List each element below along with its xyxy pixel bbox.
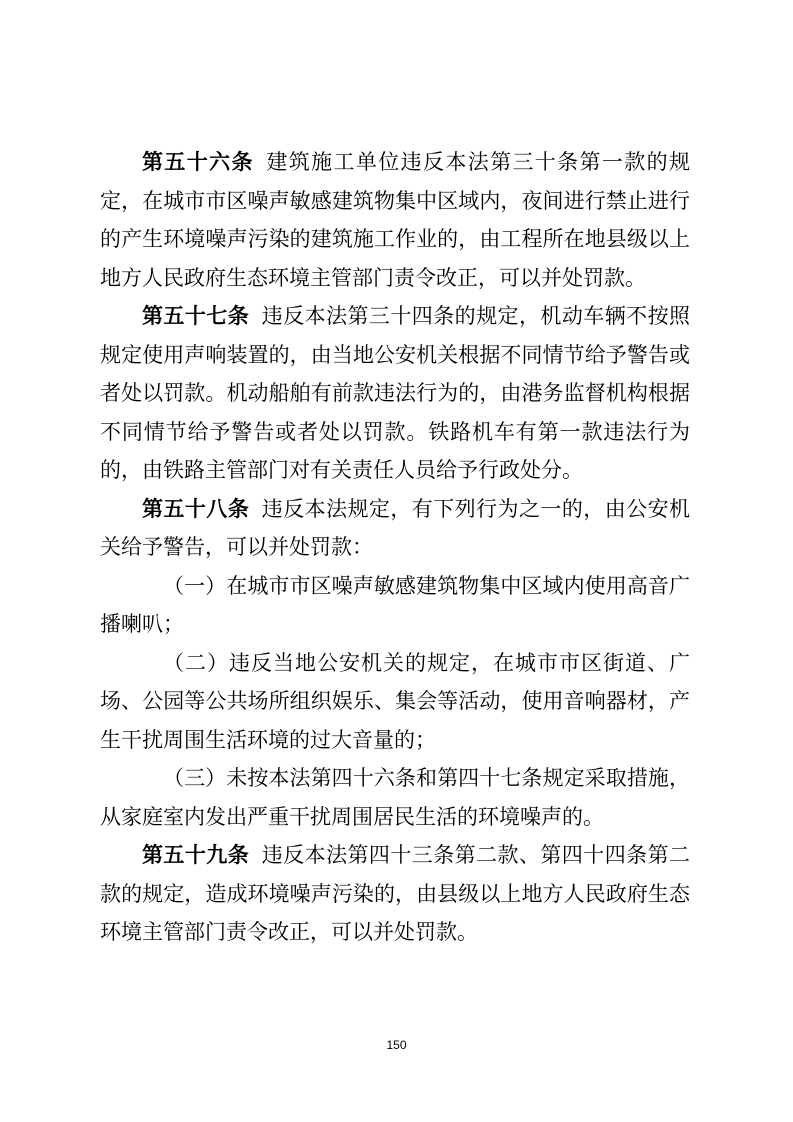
article-text: 建筑施工单位违反本法第三十条第一款的规定，在城市市区噪声敏感建筑物集中区域内，夜间进行禁止进行的产生环境噪声污染的建筑施工作业的，由工程所在地县级以上地方人民政府生态环境主管部门责令改正，可以并处罚款。 [100,150,690,290]
page-number: 150 [386,1038,407,1052]
document-body [100,143,690,952]
article-56 [100,143,690,297]
article-59 [100,836,690,952]
article-58-item-3: （三）未按本法第四十六条和第四十七条规定采取措施，从家庭室内发出严重干扰周围居民生活的环境噪声的。 [100,766,690,829]
article-text: 违反本法第四十三条第二款、第四十四条第二款的规定，造成环境噪声污染的，由县级以上地方人民政府生态环境主管部门责令改正，可以并处罚款。 [100,843,691,944]
article-number: 第五十八条 [142,496,250,521]
article-58-item-1: （一）在城市市区噪声敏感建筑物集中区域内使用高音广播喇叭； [100,573,690,636]
article-57 [100,297,690,490]
article-text: 违反本法第三十四条的规定，机动车辆不按照规定使用声响装置的，由当地公安机关根据不同情节给予警告或者处以罚款。机动船舶有前款违法行为的，由港务监督机构根据不同情节给予警告或者处以罚款。铁路机车有第一款违法行为的，由铁路主管部门对有关责任人员给予行政处分。 [100,304,691,482]
article-number: 第五十九条 [142,843,250,867]
article-58-item-2: （二）违反当地公安机关的规定，在城市市区街道、广场、公园等公共场所组织娱乐、集会等活动，使用音响器材，产生干扰周围生活环境的过大音量的； [100,650,690,752]
article-number: 第五十七条 [142,304,250,328]
article-58 [100,490,690,567]
article-text: 违反本法规定，有下列行为之一的，由公安机关给予警告，可以并处罚款： [100,496,691,559]
article-number: 第五十六条 [142,150,254,174]
